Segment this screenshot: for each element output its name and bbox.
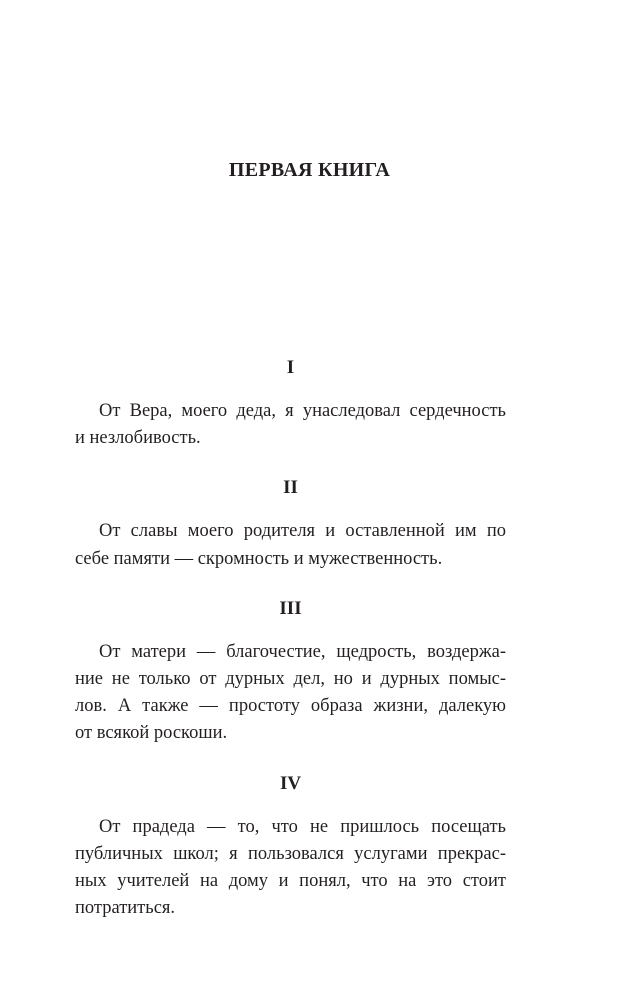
paragraph-line: потратиться. bbox=[75, 898, 176, 919]
paragraph-line: и незлобивость. bbox=[75, 428, 201, 449]
section-heading-4: IV bbox=[279, 772, 302, 794]
paragraph-line: От прадеда — то, что не пришлось посещать bbox=[99, 816, 506, 837]
section-heading-2: II bbox=[283, 477, 298, 499]
book-title: ПЕРВАЯ КНИГА bbox=[228, 159, 391, 181]
paragraph-line: от всякой роскоши. bbox=[75, 723, 228, 744]
paragraph-line: От Вера, моего деда, я унаследовал сердечность bbox=[99, 401, 506, 421]
paragraph-line: От славы моего родителя и оставленной им по bbox=[99, 521, 506, 542]
section-paragraph-2 bbox=[75, 518, 506, 572]
section-paragraph-4 bbox=[75, 814, 506, 923]
text-body bbox=[75, 355, 506, 922]
section-heading-1: I bbox=[286, 357, 295, 378]
paragraph-line: публичных школ; я пользовался услугами прекрас- bbox=[75, 843, 506, 864]
section-heading-3: III bbox=[279, 597, 302, 619]
paragraph-line: ние не только от дурных дел, но и дурных помыс- bbox=[75, 669, 506, 690]
section-paragraph-1 bbox=[75, 398, 506, 452]
paragraph-line: себе памяти — скромность и мужественность. bbox=[75, 548, 443, 569]
paragraph-line: лов. А также — простоту образа жизни, далекую bbox=[75, 696, 506, 717]
paragraph-line: ных учителей на дому и понял, что на это стоит bbox=[75, 871, 506, 892]
section-paragraph-3 bbox=[75, 639, 506, 748]
paragraph-line: От матери — благочестие, щедрость, воздержа- bbox=[99, 641, 506, 662]
